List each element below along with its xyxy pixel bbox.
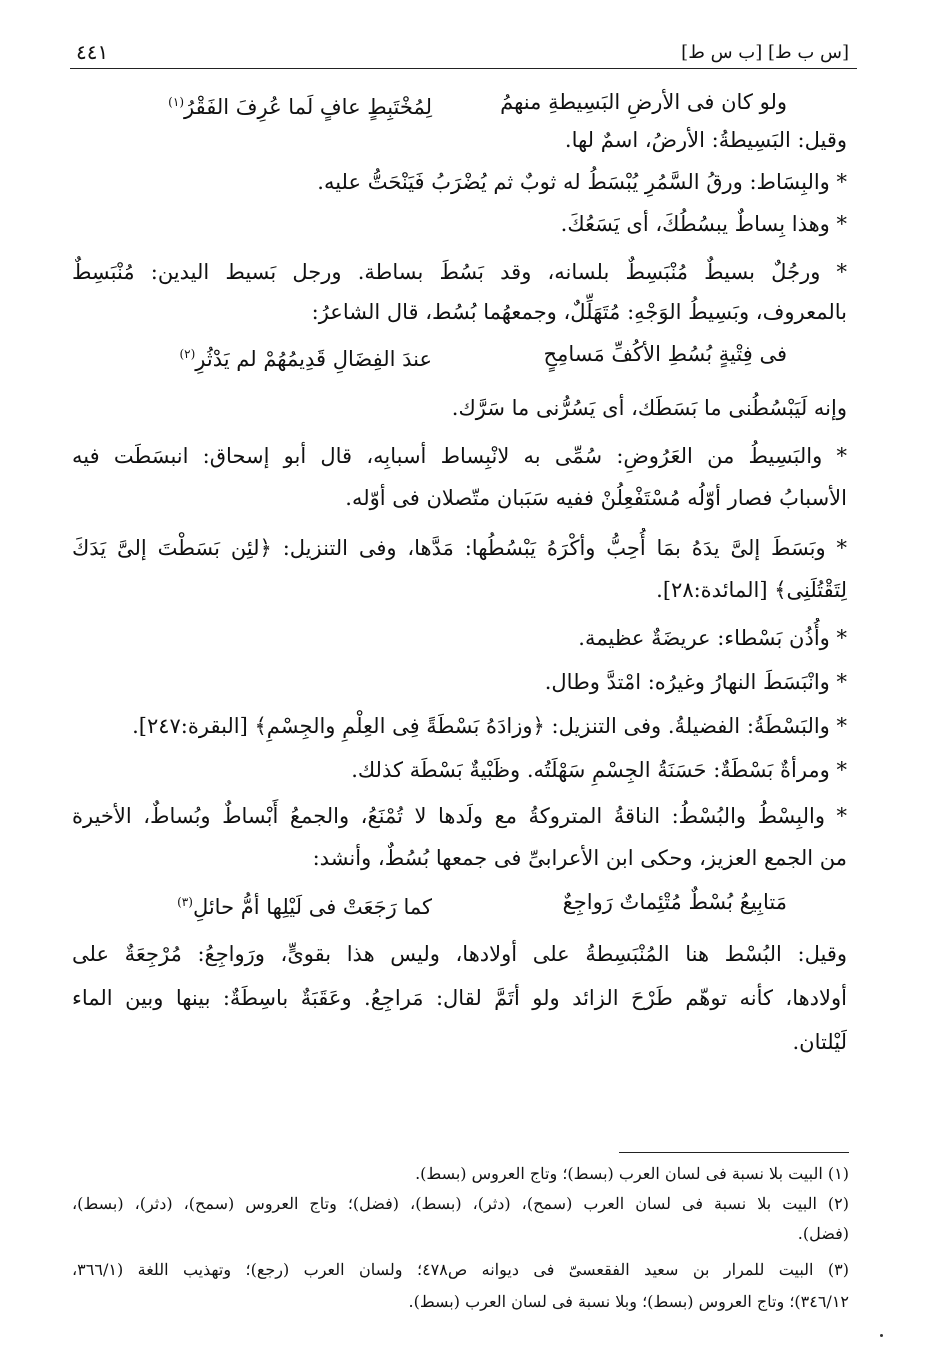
print-mark — [880, 1334, 883, 1337]
footnote-ref-3: (٣) — [177, 895, 193, 909]
text-line: * والبِسْطُ والبُسْطُ: الناقةُ المتروكةُ مع ولَدها لا تُمْنَعُ، والجمعُ أَبْساطٌ وبُساطٌ، الأخيرة — [72, 804, 847, 828]
text-line: * وهذا بِساطٌ يبسُطُكَ، أى يَسَعُكَ. — [560, 212, 847, 236]
text-line: لَيْلتان. — [792, 1030, 847, 1054]
verse-3-second-hemistich: كما رَجَعَتْ فى لَيْلِها أمُّ حائلِ$^{(٣)}$ — [177, 895, 432, 919]
text-line: لِتَقْتُلَنِى﴾ [المائدة:٢٨]. — [656, 578, 847, 602]
footnote-line: (١) البيت بلا نسبة فى لسان العرب (بسط)؛ وتاج العروس (بسط). — [415, 1164, 849, 1183]
page-number: ٤٤١ — [76, 40, 109, 64]
text-line: الأسبابُ فصار أوّلُه مُسْتَفْعِلُنْ ففيه سَبَبان متّصلان فى أوّله. — [345, 486, 847, 510]
footnote-line: (فضل). — [797, 1224, 849, 1243]
footnote-line: (٢) البيت بلا نسبة فى لسان العرب (سمح)، (دثر)، (بسط)، (فضل)؛ وتاج العروس (سمح)، (دثر)، (بسط)، — [72, 1194, 849, 1213]
text-line: * وأُذُن بَسْطاء: عريضَةٌ عظيمة. — [578, 626, 847, 650]
verse-3-first-hemistich: مَتابِيعُ بُسْطٌ مُتْئِماتٌ رَواجِعٌ — [562, 890, 787, 914]
verse-2 — [72, 334, 847, 374]
text-line: وقيل: البُسْط هنا المُنْبَسِطةُ على أولادها، وليس هذا بقوىٍّ، ورَواجِعُ: مُرْجِعَةٌ على — [72, 942, 847, 966]
verse-1 — [72, 82, 847, 122]
text-line: * والبَسِيطُ من العَرُوضِ: سُمِّى به لانْبِساط أسبابِه، قال أبو إسحاق: انبسَطَت فيه — [72, 444, 847, 468]
verse-1-first-hemistich: ولو كان فى الأرضِ البَسِيطةِ منهمُ — [500, 90, 787, 114]
header-rule — [70, 68, 857, 69]
text-line: * ورجُلٌ بسيطٌ مُنْبَسِطٌ بلسانه، وقد بَسُطَ بساطة. ورجل بَسيط اليدين: مُنْبَسِطٌ — [72, 260, 847, 284]
text-line: * وبَسَطَ إلىَّ يدَهُ بمَا أُحِبُّ وأكْرَهُ يَبْسُطُها: مَدَّها، وفى التنزيل: ﴿لئِن بَسَطْتَ إلىَّ يَدَكَ — [72, 536, 847, 560]
verse-2-second-hemistich: عندَ الفِضَالِ قَدِيمُهُمْ لم يَدْثُرِ$^{(٢)}$ — [179, 347, 432, 371]
text-line: من الجمع العزيز، وحكى ابن الأعرابىِّ فى جمعها بُسُطٌ، وأنشد: — [312, 846, 847, 870]
footnote-ref-2: (٢) — [179, 347, 196, 361]
text-line: بالمعروف، وبَسِيطُ الوَجْهِ: مُتَهَلِّلٌ، وجمعهُما بُسُط، قال الشاعرُ: — [311, 300, 847, 324]
footnote-rule — [619, 1152, 849, 1153]
text-line: أولادها، كأنه توهّم طَرْحَ الزائد ولو أتَمَّ لقال: مَراجِعُ. وعَقَبَةٌ باسِطَةٌ: بينها وبين الماء — [72, 986, 847, 1010]
text-line: وإنه لَيَبْسُطُنى ما بَسَطَك، أى يَسُرُّنى ما سَرَّك. — [451, 396, 847, 420]
running-title: [س ب ط] [ب س ط] — [681, 42, 849, 63]
verse-1-second-hemistich: لِمُخْتَبِطٍ عافٍ لَما عُرِفَ الفَقْرُ$^{(١)}$ — [168, 95, 432, 119]
text-line: * والبِسَاط: ورقُ السَّمُرِ يُبْسَطُ له ثوبٌ ثم يُضْرَبُ فَيَنْحَتُّ عليه. — [317, 170, 847, 194]
footnote-line: ٣٤٦/١٢)؛ وتاج العروس (بسط)؛ وبلا نسبة فى لسان العرب (بسط). — [408, 1292, 849, 1311]
text-line: * ومرأةٌ بَسْطَةٌ: حَسَنَةُ الجِسْمِ سَهْلَتُه. وظَبْيةٌ بَسْطَة كذلك. — [351, 758, 847, 782]
text-line: * والبَسْطَةُ: الفضيلةُ. وفى التنزيل: ﴿وزادَهُ بَسْطَةً فِى العِلْمِ والجِسْمِ﴾ [البقرة:٢٤٧]. — [132, 714, 847, 738]
verse-3 — [72, 882, 847, 922]
footnote-ref-1: (١) — [168, 95, 184, 109]
text-line: وقيل: البَسِيطةُ: الأرضُ، اسمٌ لها. — [564, 128, 847, 152]
footnote-line: (٣) البيت للمرار بن سعيد الفقعسىّ فى ديوانه ص٤٧٨؛ ولسان العرب (رجع)؛ وتهذيب اللغة (٣٦٦/١، — [72, 1260, 849, 1279]
verse-2-first-hemistich: فى فِتْيةٍ بُسُطِ الأكُفِّ مَسامِحٍ — [543, 342, 787, 366]
text-line: * وانْبَسَطَ النهارُ وغيرُه: امْتدَّ وطال. — [544, 670, 847, 694]
